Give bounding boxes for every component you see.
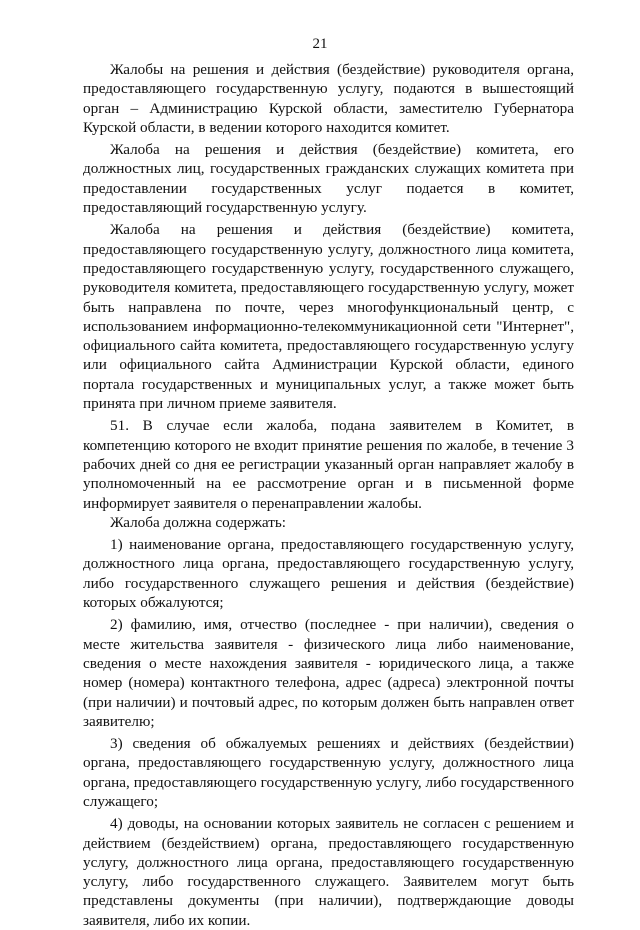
paragraph-complaint-contents-intro: Жалоба должна содержать: bbox=[110, 513, 286, 531]
list-item-3: 3) сведения об обжалуемых решениях и действиях (бездействии) органа, предоставляющего государственную услугу, должностного лица органа, предоставляющего государственную услугу, либо государственного служащего; bbox=[83, 735, 574, 810]
page-number: 21 bbox=[312, 36, 328, 52]
list-item-2: 2) фамилию, имя, отчество (последнее - при наличии), сведения о месте жительства заявителя - физического лица либо наименование, сведения о месте нахождения заявителя - юридического лица, а также номер (номера) контактного телефона, адрес (адреса) электронной почты (при наличии) и почтовый адрес, по которым должен быть направлен ответ заявителю; bbox=[83, 616, 574, 730]
list-item-4: 4) доводы, на основании которых заявитель не согласен с решением и действием (бездействием) органа, предоставляющего государственную услугу, должностного лица органа, предоставляющего государственную услугу, либо государственного служащего. Заявителем могут быть представлены документы (при наличии), подтверждающие доводы заявителя, либо их копии. bbox=[83, 815, 574, 929]
paragraph-complaint-to-administration: Жалобы на решения и действия (бездействие) руководителя органа, предоставляющего государственную услугу, подаются в вышестоящий орган – Администрацию Курской области, заместителю Губернатора Курской области, в ведении которого находится комитет. bbox=[83, 61, 574, 136]
paragraph-complaint-to-committee: Жалоба на решения и действия (бездействие) комитета, его должностных лиц, государственных гражданских служащих комитета при предоставлении государственных услуг подается в комитет, предоставляющий государственную услугу. bbox=[83, 141, 574, 217]
paragraph-item-51: 51. В случае если жалоба, подана заявителем в Комитет, в компетенцию которого не входит принятие решения по жалобе, в течение 3 рабочих дней со дня ее регистрации указанный орган направляет жалобу в уполномоченный на ее рассмотрение орган и в письменной форме информирует заявителя о перенаправлении жалобы. bbox=[83, 417, 574, 512]
document-body bbox=[83, 60, 574, 930]
list-item-1: 1) наименование органа, предоставляющего государственную услугу, должностного лица органа, предоставляющего государственную услугу, либо государственного служащего решения и действия (бездействие) которых обжалуются; bbox=[83, 536, 574, 612]
paragraph-complaint-submission-channels: Жалоба на решения и действия (бездействие) комитета, предоставляющего государственную услугу, должностного лица комитета, предоставляющего государственную услугу, государственного служащего, руководителя комитета, предоставляющего государственную услугу, может быть направлена по почте, через многофункциональный центр, с использованием информационно-телекоммуникационной сети "Интернет", официального сайта комитета, предоставляющего государственную услугу или официального сайта Администрации Курской области, единого портала государственных и муниципальных услуг, а также может быть принята при личном приеме заявителя. bbox=[83, 221, 574, 413]
